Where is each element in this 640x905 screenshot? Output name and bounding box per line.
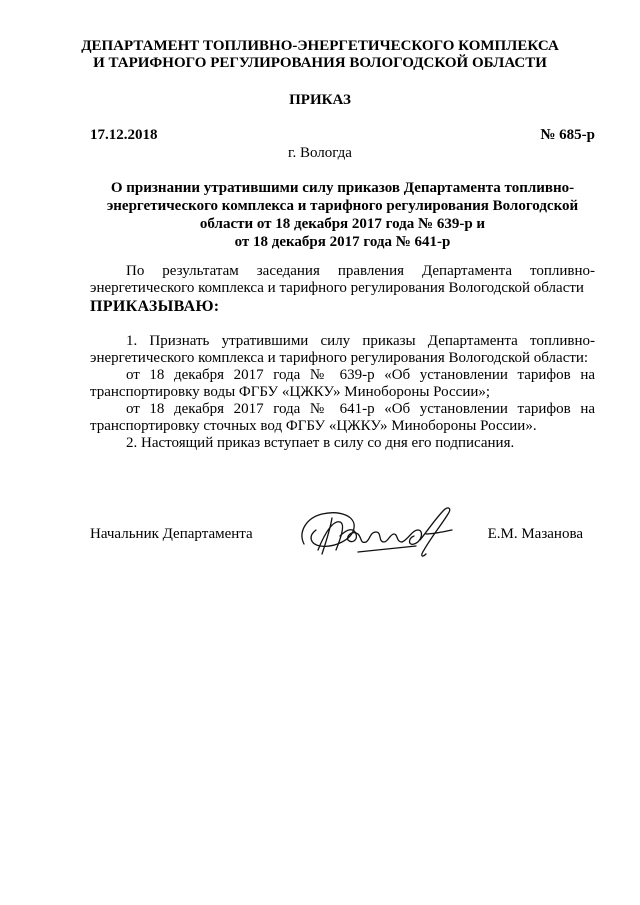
document-subject [90, 179, 595, 251]
document-city: г. Вологда [288, 145, 352, 161]
order-items [90, 333, 595, 452]
subject-line-2: энергетического комплекса и тарифного регулирования Вологодской [106, 198, 579, 214]
header-line-2: И ТАРИФНОГО РЕГУЛИРОВАНИЯ ВОЛОГОДСКОЙ ОБЛАСТИ [93, 55, 547, 71]
subject-line-4: от 18 декабря 2017 года № 641-р [234, 234, 451, 250]
order-item-2: 2. Настоящий приказ вступает в силу со дня его подписания. [126, 435, 515, 451]
order-item-1: 1. Признать утратившими силу приказы Департамента топливно-энергетического комплекса и тарифного регулирования Вологодской области: [90, 333, 595, 366]
order-item-1a: от 18 декабря 2017 года № 639-р «Об установлении тарифов на транспортировку воды ФГБУ «ЦЖКУ» Минобороны России»; [90, 367, 595, 400]
subject-line-3: области от 18 декабря 2017 года № 639-р и [199, 216, 486, 232]
department-header [60, 38, 580, 72]
subject-line-1: О признании утратившими силу приказов Департамента топливно- [110, 180, 575, 196]
intro-text: По результатам заседания правления Департамента топливно-энергетического комплекса и тарифного регулирования Вологодской области [90, 263, 595, 296]
intro-paragraph [90, 263, 595, 297]
order-word: ПРИКАЗЫВАЮ: [90, 298, 220, 315]
handwritten-signature-icon [296, 500, 466, 560]
document-date: 17.12.2018 [90, 127, 158, 143]
document-number: № 685-р [540, 127, 595, 143]
document-title: ПРИКАЗ [289, 92, 351, 108]
signer-position: Начальник Департамента [90, 526, 253, 542]
header-line-1: ДЕПАРТАМЕНТ ТОПЛИВНО-ЭНЕРГЕТИЧЕСКОГО КОМПЛЕКСА [81, 38, 559, 54]
order-item-1b: от 18 декабря 2017 года № 641-р «Об установлении тарифов на транспортировку сточных вод ФГБУ «ЦЖКУ» Минобороны России». [90, 401, 595, 434]
signer-name: Е.М. Мазанова [487, 526, 583, 542]
